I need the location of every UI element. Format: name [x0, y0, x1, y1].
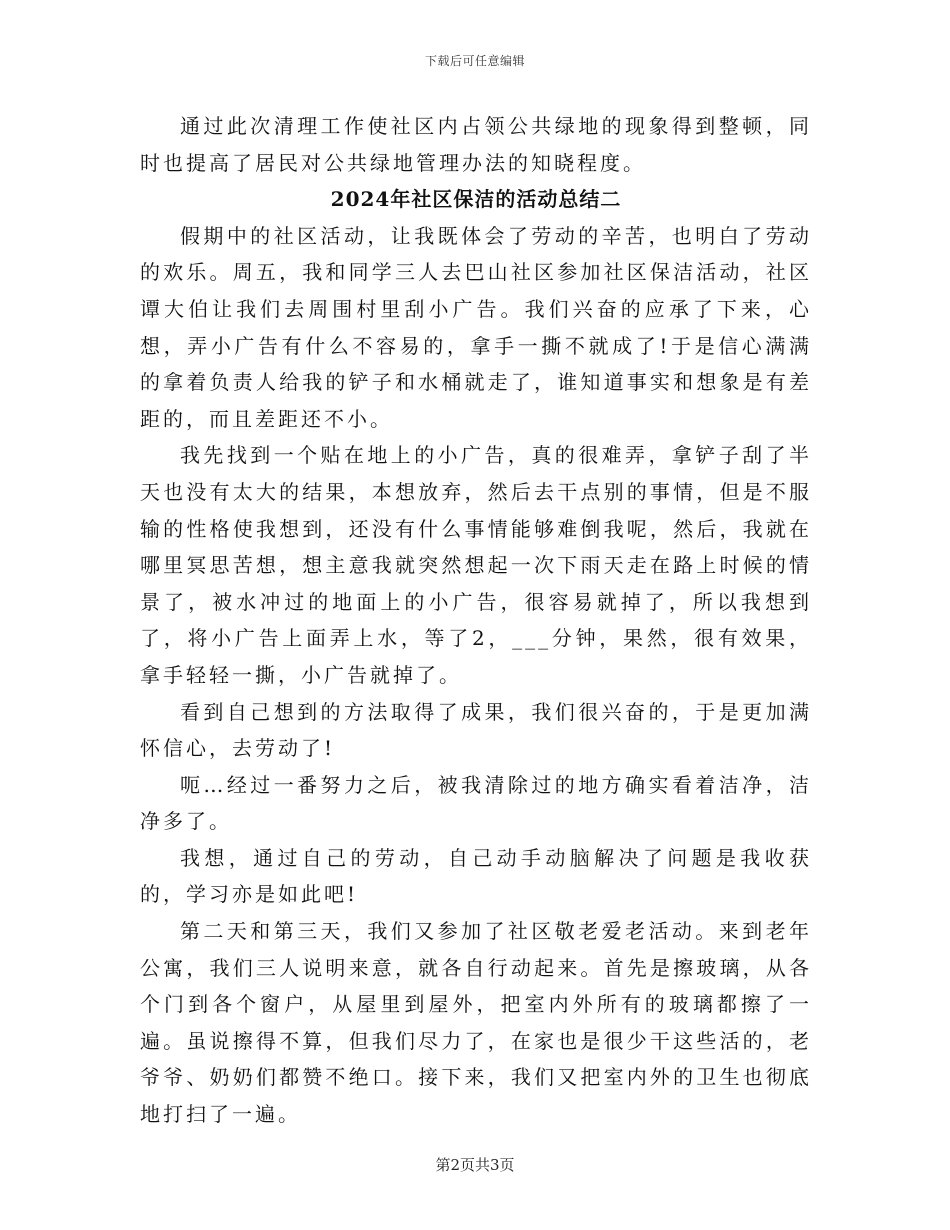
header-edit-note: 下载后可任意编辑 — [424, 54, 525, 68]
body-paragraph: 第二天和第三天，我们又参加了社区敬老爱老活动。来到老年公寓，我们三人说明来意，就各自行动起来。首先是擦玻璃，从各个门到各个窗户，从屋里到屋外，把室内外所有的玻璃都擦了一遍。虽说擦得不算，但我们尽力了，在家也是很少干这些活的，老爷爷、奶奶们都赞不绝口。接下来，我们又把室内外的卫生也彻底地打扫了一遍。 — [140, 919, 812, 1127]
body-paragraph: 假期中的社区活动，让我既体会了劳动的辛苦，也明白了劳动的欢乐。周五，我和同学三人去巴山社区参加社区保洁活动，社区谭大伯让我们去周围村里刮小广告。我们兴奋的应承了下来，心想，弄小广告有什么不容易的，拿手一撕不就成了!于是信心满满的拿着负责人给我的铲子和水桶就走了，谁知道事实和想象是有差距的，而且差距还不小。 — [140, 223, 812, 431]
body-paragraph: 看到自己想到的方法取得了成果，我们很兴奋的，于是更加满怀信心，去劳动了! — [140, 699, 812, 761]
section-title: 2024年社区保洁的活动总结二 — [330, 187, 622, 212]
document-body — [140, 108, 812, 1133]
body-paragraph: 呃…经过一番努力之后，被我清除过的地方确实看着洁净，洁净多了。 — [140, 772, 812, 834]
page-indicator: 第2页共3页 — [435, 1156, 515, 1174]
body-paragraph: 我想，通过自己的劳动，自己动手动脑解决了问题是我收获的，学习亦是如此吧! — [140, 845, 812, 907]
intro-paragraph: 通过此次清理工作使社区内占领公共绿地的现象得到整顿，同时也提高了居民对公共绿地管理办法的知晓程度。 — [140, 114, 812, 175]
body-paragraph: 我先找到一个贴在地上的小广告，真的很难弄，拿铲子刮了半天也没有太大的结果，本想放弃，然后去干点别的事情，但是不服输的性格使我想到，还没有什么事情能够难倒我呢，然后，我就在哪里冥思苦想，想主意我就突然想起一次下雨天走在路上时候的情景了，被水冲过的地面上的小广告，很容易就掉了，所以我想到了，将小广告上面弄上水，等了2，___分钟，果然，很有效果，拿手轻轻一撕，小广告就掉了。 — [140, 443, 812, 687]
